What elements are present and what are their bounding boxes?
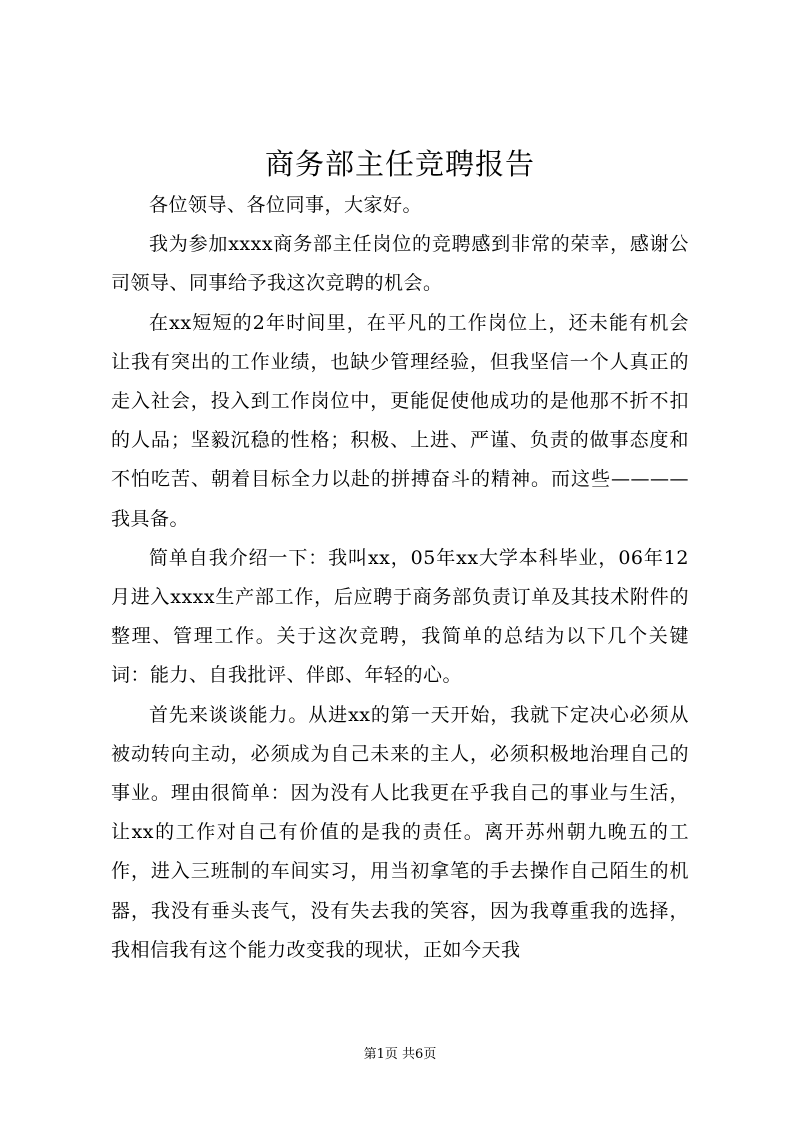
document-body	[111, 186, 689, 970]
paragraph-introduction: 简单自我介绍一下：我叫xx，05年xx大学本科毕业，06年12月进入xxxx生产部工作，后应聘于商务部负责订单及其技术附件的整理、管理工作。关于这次竞聘，我简单的总结为以下几个关键词：能力、自我批评、伴郎、年轻的心。	[111, 546, 689, 687]
paragraph-thanks: 我为参加xxxx商务部主任岗位的竞聘感到非常的荣幸，感谢公司领导、同事给予我这次竞聘的机会。	[111, 233, 689, 295]
document-title: 商务部主任竞聘报告	[264, 147, 535, 181]
page-footer: 第1页 共6页	[363, 1047, 437, 1062]
paragraph-experience: 在xx短短的2年时间里，在平凡的工作岗位上，还未能有机会让我有突出的工作业绩，也缺少管理经验，但我坚信一个人真正的走入社会，投入到工作岗位中，更能促使他成功的是他那不折不扣的人品；坚毅沉稳的性格；积极、上进、严谨、负责的做事态度和不怕吃苦、朝着目标全力以赴的拼搏奋斗的精神。而这些————我具备。	[111, 311, 689, 530]
paragraph-ability: 首先来谈谈能力。从进xx的第一天开始，我就下定决心必须从被动转向主动，必须成为自己未来的主人，必须积极地治理自己的事业。理由很简单：因为没有人比我更在乎我自己的事业与生活，让xx的工作对自己有价值的是我的责任。离开苏州朝九晚五的工作，进入三班制的车间实习，用当初拿笔的手去操作自己陌生的机器，我没有垂头丧气，没有失去我的笑容，因为我尊重我的选择，我相信我有这个能力改变我的现状，正如今天我	[111, 703, 689, 961]
paragraph-greeting: 各位领导、各位同事，大家好。	[149, 194, 423, 216]
